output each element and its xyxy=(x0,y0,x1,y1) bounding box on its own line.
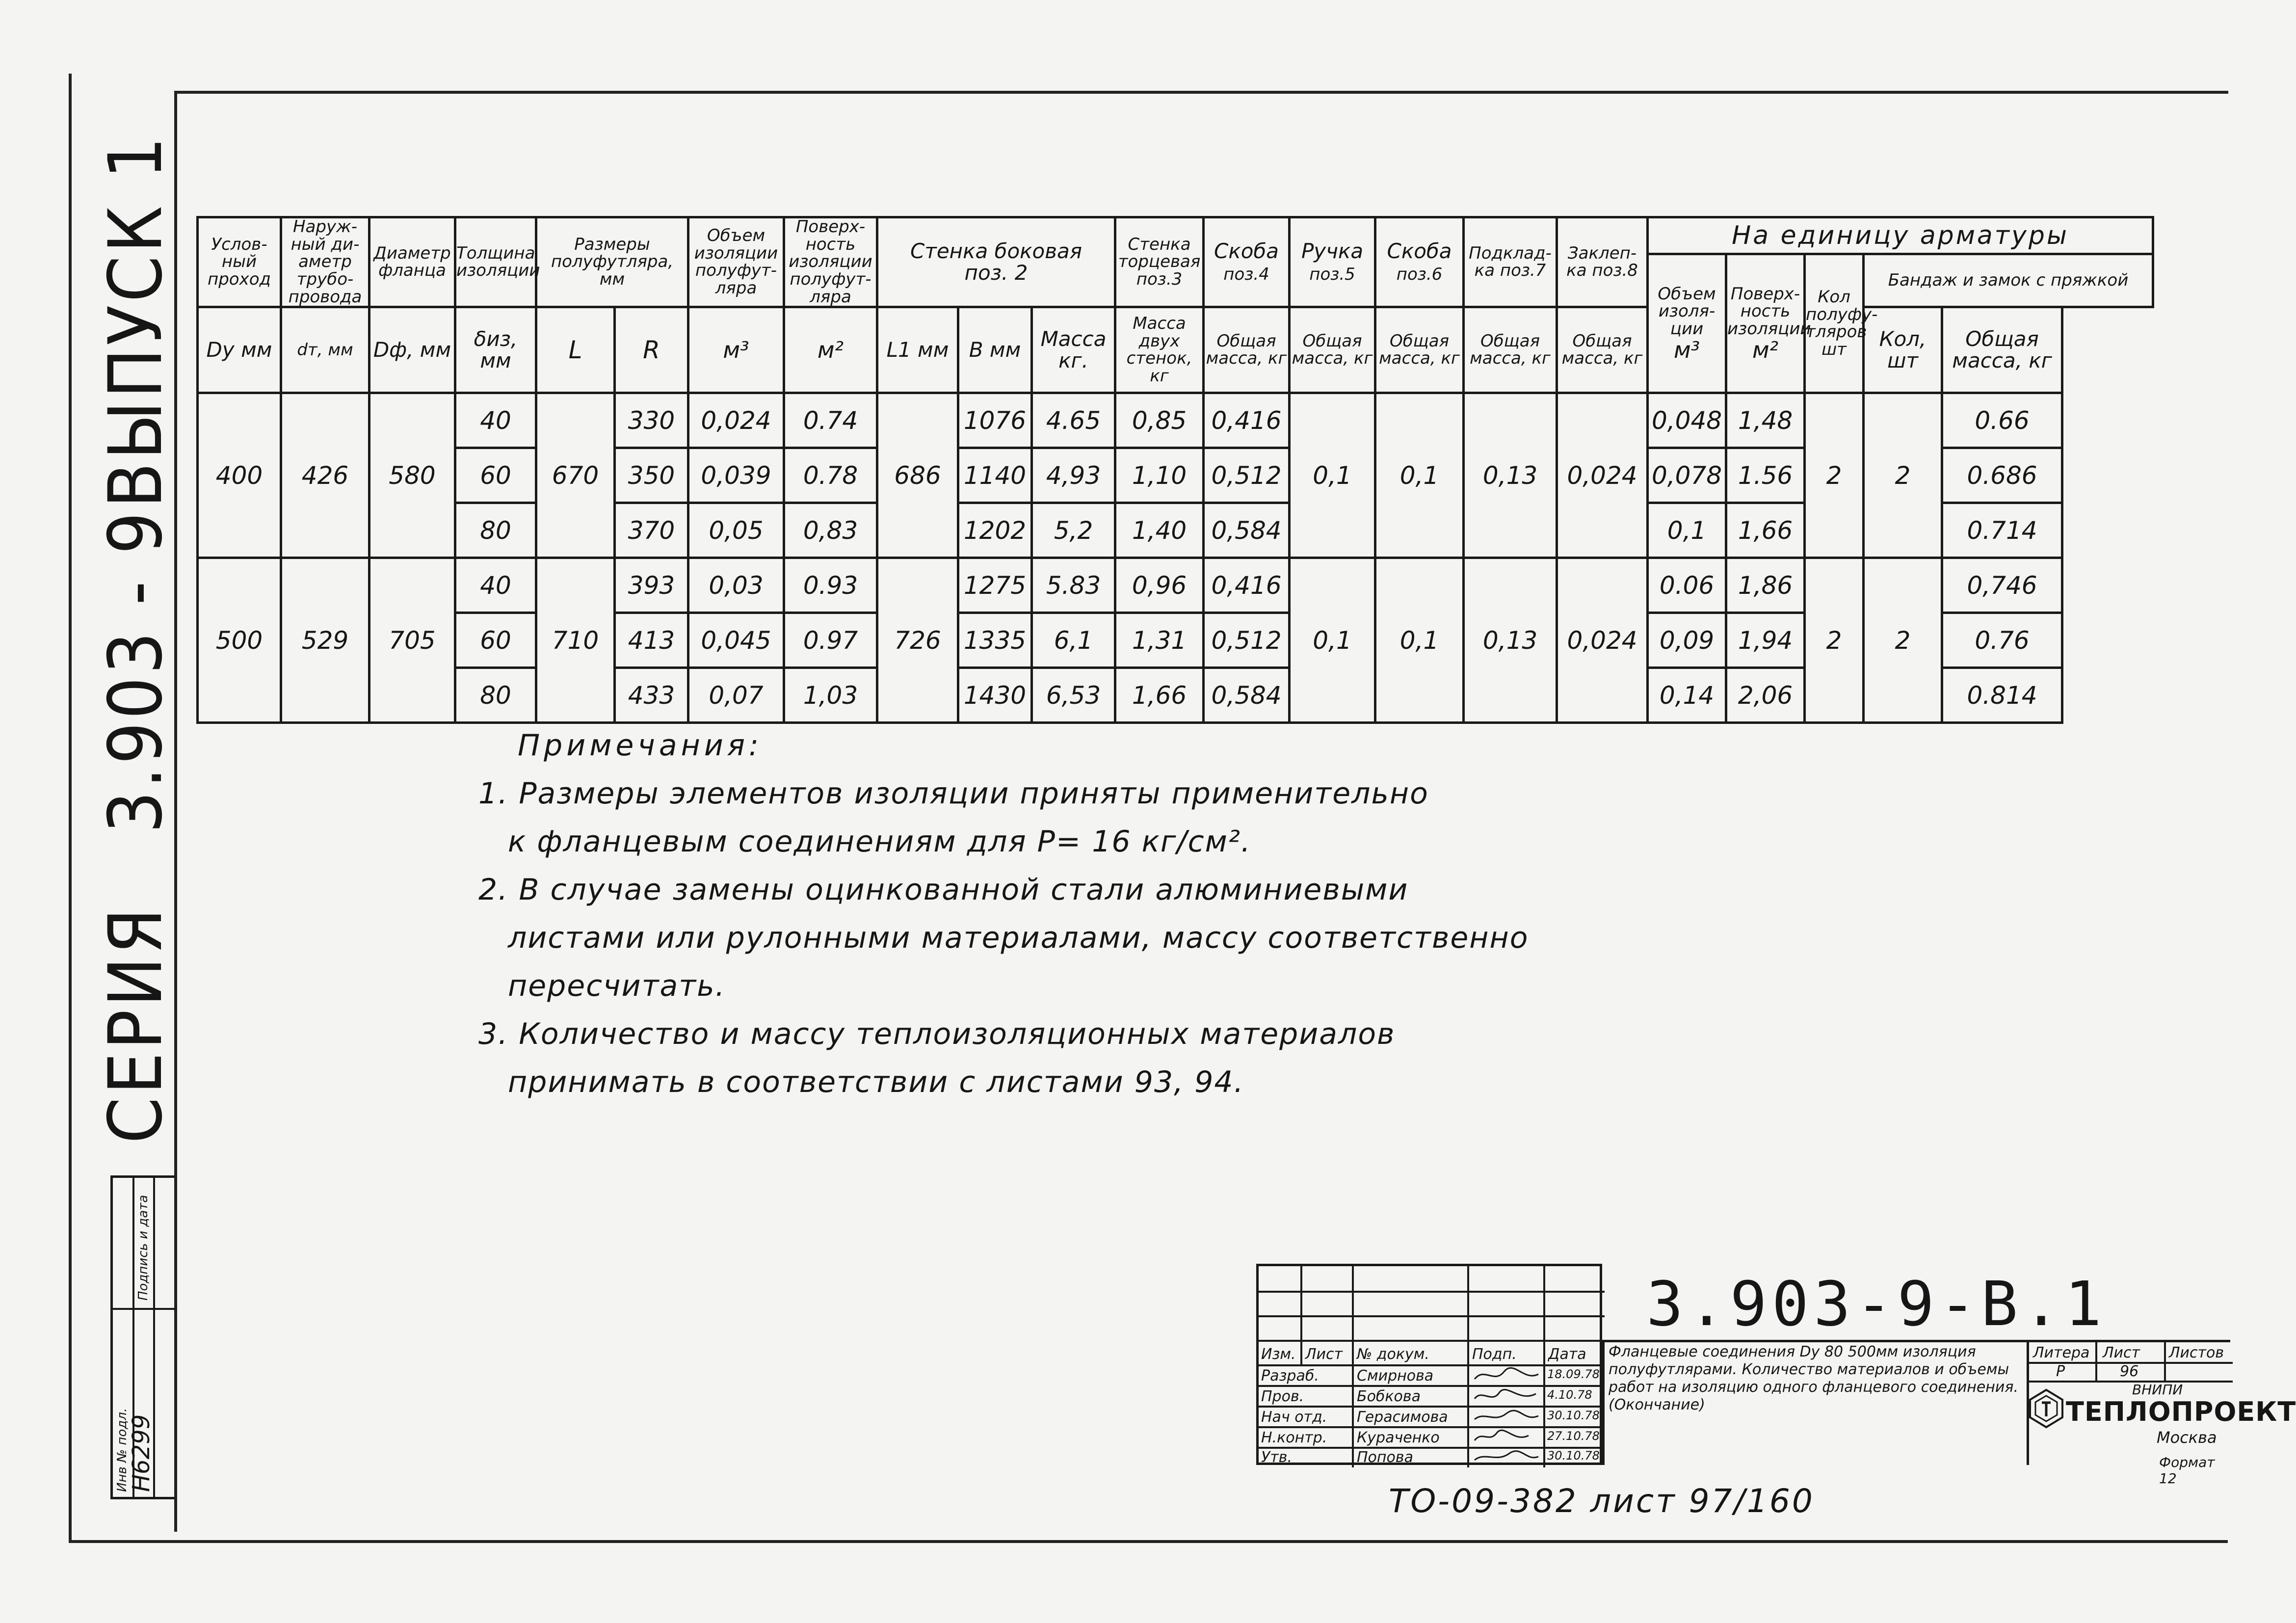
note-2: 2. В случае замены оцинкованной стали алюминиевыми xyxy=(478,873,1409,907)
note-1-cont: к фланцевым соединениям для Р= 16 кг/см². xyxy=(508,825,1251,859)
notes-title: Примечания: xyxy=(518,728,763,763)
inv-number: Н6299 xyxy=(128,1414,155,1492)
col-mass: Масса кг. xyxy=(1032,307,1115,393)
col-pu-count: Кол полуфу-тляров шт xyxy=(1805,254,1864,393)
outer-left-border xyxy=(69,74,72,1541)
col-thick: Толщина изоляции xyxy=(455,217,536,307)
col-od-sub: dт, мм xyxy=(281,307,369,393)
col-total-mass-5: Общая масса, кг xyxy=(1290,307,1375,393)
series-label: СЕРИЯ xyxy=(93,905,179,1144)
col-total-mass-8: Общая масса, кг xyxy=(1557,307,1648,393)
format-label: Формат 12 xyxy=(2159,1454,2215,1487)
organization: ТЕПЛОПРОЕКТ xyxy=(2066,1396,2296,1427)
col-dim-l: L xyxy=(536,307,615,393)
col-pad: Подклад-ка поз.7 xyxy=(1464,217,1557,307)
col-side-wall: Стенка боковая поз. 2 xyxy=(877,217,1115,307)
col-dn-sub: Dу мм xyxy=(198,307,281,393)
inv-label: Инв № подл. xyxy=(115,1408,130,1492)
col-pu-surface: Поверх-ность изоляции м² xyxy=(1726,254,1805,393)
table-row: 60 350 0,039 0.78 1140 4,93 1,10 0,512 0,078 1.56 0.686 xyxy=(198,448,2153,503)
city: Москва xyxy=(2157,1428,2217,1447)
materials-table xyxy=(196,216,2154,724)
table-row: 60 413 0,045 0.97 1335 6,1 1,31 0,512 0,09 1,94 0.76 xyxy=(198,613,2153,668)
col-per-unit: На единицу арматуры xyxy=(1648,217,2153,254)
col-thick-sub: δиз, мм xyxy=(455,307,536,393)
col-band-mass: Общая масса, кг xyxy=(1942,307,2062,393)
col-total-mass-6: Общая масса, кг xyxy=(1375,307,1464,393)
sheet-reference: ТО-09-382 лист 97/160 xyxy=(1389,1482,1815,1520)
series-title xyxy=(93,509,179,1144)
col-od: Наруж-ный ди-аметр трубо-провода xyxy=(281,217,369,307)
table-row: 500 529 705 40 710 393 0,03 0.93 726 1275 5.83 0,96 0,416 0,1 0,1 0,13 0,024 0.06 1,86 2 2 0,746 xyxy=(198,558,2153,613)
col-bracket6: Скоба поз.6 xyxy=(1375,217,1464,307)
note-2-cont2: пересчитать. xyxy=(508,969,726,1003)
org-top: ВНИПИ xyxy=(2132,1382,2183,1398)
col-flange-d: Диаметр фланца xyxy=(369,217,455,307)
col-band: Бандаж и замок с пряжкой xyxy=(1864,254,2153,307)
col-dim-r: R xyxy=(615,307,688,393)
note-1: 1. Размеры элементов изоляции приняты применительно xyxy=(478,776,1429,811)
signatures xyxy=(1470,1364,1543,1467)
issue-title: ВЫПУСК 1 xyxy=(93,133,179,508)
col-surface: Поверх-ность изоляции полуфут-ляра xyxy=(784,217,877,307)
col-pu-volume: Объем изоля-ции м³ xyxy=(1648,254,1726,393)
col-volume: Объем изоляции полуфут-ляра xyxy=(688,217,784,307)
col-rivet: Заклеп-ка поз.8 xyxy=(1557,217,1648,307)
outer-bottom-border xyxy=(69,1540,2228,1543)
col-dn: Услов-ный проход xyxy=(198,217,281,307)
note-3: 3. Количество и массу теплоизоляционных материалов xyxy=(478,1017,1396,1051)
table-row: 80 370 0,05 0,83 1202 5,2 1,40 0,584 0,1 1,66 0.714 xyxy=(198,503,2153,558)
notes xyxy=(478,721,1529,1106)
col-dims: Размеры полуфутляра, мм xyxy=(536,217,688,307)
sheet-description: Фланцевые соединения Dу 80 500мм изоляция полуфутлярами. Количество материалов и объемы работ на изоляцию одного фланцевого соединения. (Окончание) xyxy=(1602,1340,2027,1465)
col-band-count: Кол, шт xyxy=(1864,307,1942,393)
col-end-wall-sub: Масса двух стенок, кг xyxy=(1115,307,1204,393)
col-b: B мм xyxy=(958,307,1032,393)
col-volume-unit: м³ xyxy=(688,307,784,393)
title-block xyxy=(1256,1264,2296,1487)
sign-label: Подпись и дата xyxy=(136,1195,151,1301)
revision-grid: Изм. Лист № докум. Подп. Дата Разраб. Смирнова 18.09.78 Пров. Бобкова 4.10.78 Нач отд. Герасимова 30.10.78 Н.контр. Кураченко 27.10.78 Утв. Попова 30.10.78 xyxy=(1256,1264,1602,1465)
col-bracket4: Скоба поз.4 xyxy=(1204,217,1290,307)
col-total-mass-7: Общая масса, кг xyxy=(1464,307,1557,393)
note-3-cont: принимать в соответствии с листами 93, 94. xyxy=(508,1065,1244,1099)
col-end-wall: Стенка торцевая поз.3 xyxy=(1115,217,1204,307)
col-total-mass-4: Общая масса, кг xyxy=(1204,307,1290,393)
note-2-cont: листами или рулонными материалами, массу соответственно xyxy=(508,921,1529,955)
document-code: 3.903-9-В.1 xyxy=(1646,1269,2107,1340)
teploproekt-logo-icon xyxy=(2029,1389,2063,1428)
col-surface-unit: м² xyxy=(784,307,877,393)
col-flange-d-sub: Dф, мм xyxy=(369,307,455,393)
table-row: 80 433 0,07 1,03 1430 6,53 1,66 0,584 0,14 2,06 0.814 xyxy=(198,668,2153,723)
table-row: 400 426 580 40 670 330 0,024 0.74 686 1076 4.65 0,85 0,416 0,1 0,1 0,13 0,024 0,048 1,48 2 2 0.66 xyxy=(198,393,2153,448)
stage-box: Литера Лист Листов Р 96 xyxy=(2027,1340,2230,1465)
series-number: 3.903 - 9 xyxy=(93,509,179,833)
col-handle: Ручка поз.5 xyxy=(1290,217,1375,307)
inventory-box xyxy=(110,1175,174,1499)
col-l1: L1 мм xyxy=(877,307,958,393)
